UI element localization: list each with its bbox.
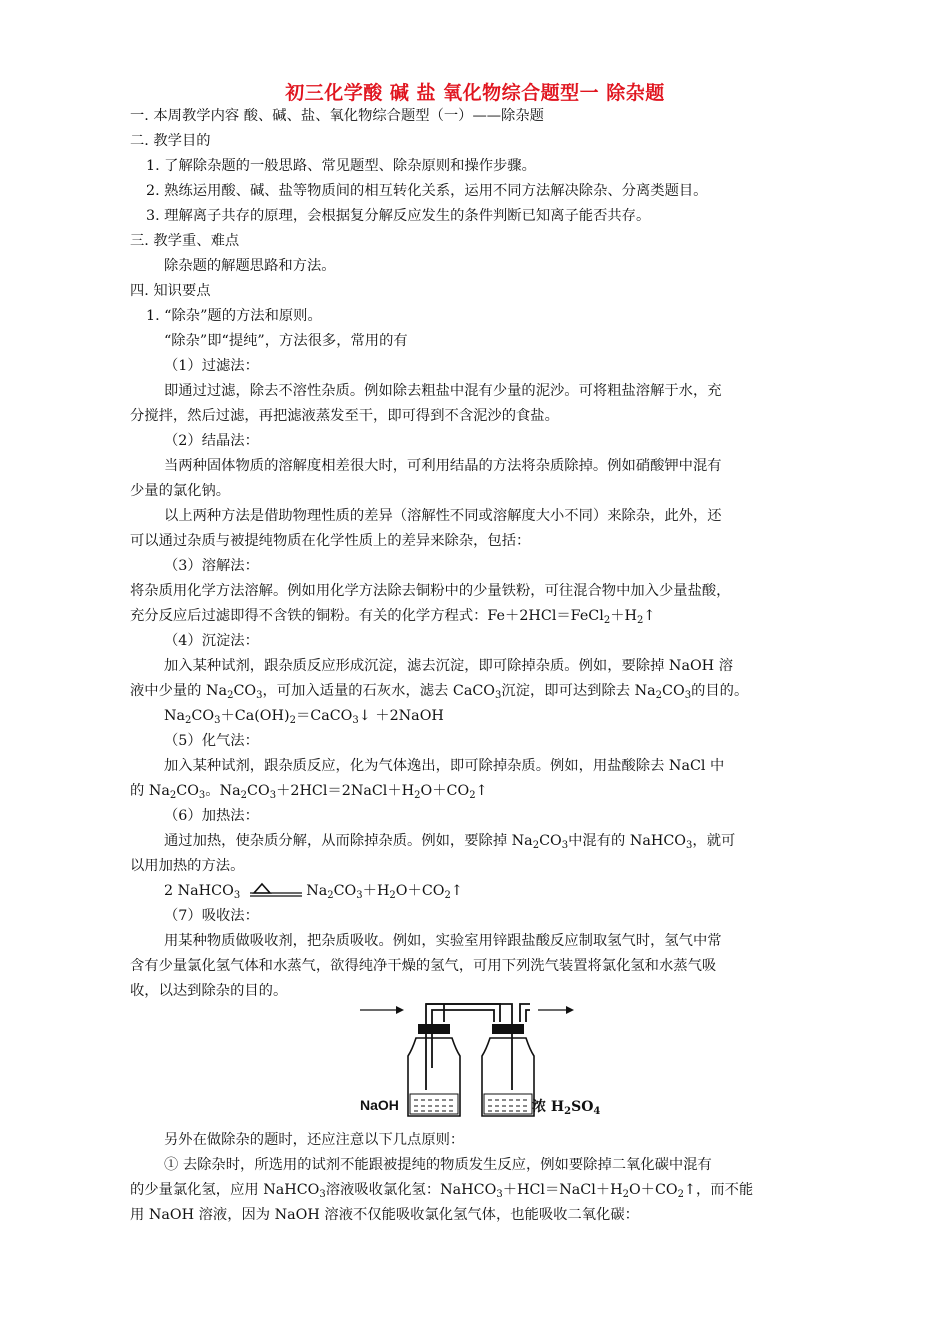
heat-sign-icon	[248, 882, 304, 898]
method-6-line-1: 通过加热，使杂质分解，从而除掉杂质。例如，要除掉 $Na_2CO_3$中混有的 NaHCO$_3$，就可	[164, 833, 736, 851]
method-6-equation: 2 NaHCO$_3$ $Na_2CO_3+H_2O+CO_2↑$	[164, 883, 463, 901]
principles-intro: 另外在做除杂的题时，还应注意以下几点原则：	[164, 1132, 465, 1148]
objective-2: 2. 熟练运用酸、碱、盐等物质间的相互转化关系，运用不同方法解决除杂、分离类题目。	[146, 183, 708, 199]
method-3-heading: （3）溶解法：	[164, 558, 259, 574]
method-7-line-3: 收，以达到除杂的目的。	[130, 983, 288, 999]
section-2-heading: 二. 教学目的	[130, 133, 211, 149]
apparatus-label-naoh: NaOH	[360, 1097, 399, 1113]
principle-1-line-2: 的少量氯化氢，应用 NaHCO$_3$溶液吸收氯化氢：$NaHCO_3+HCl=NaCl+H_2O+CO_2↑$，而不能	[130, 1182, 754, 1200]
method-1-heading: （1）过滤法：	[164, 358, 259, 374]
section-1-heading: 一. 本周教学内容 酸、碱、盐、氧化物综合题型（一）——除杂题	[130, 108, 544, 124]
section-3-text: 除杂题的解题思路和方法。	[164, 258, 336, 274]
method-7-line-1: 用某种物质做吸收剂，把杂质吸收。例如，实验室用锌跟盐酸反应制取氢气时，氢气中常	[164, 933, 722, 949]
method-1-line-1: 即通过过滤，除去不溶性杂质。例如除去粗盐中混有少量的泥沙。可将粗盐溶解于水，充	[164, 383, 722, 399]
method-5-heading: （5）化气法：	[164, 733, 259, 749]
method-6-line-2: 以用加热的方法。	[130, 858, 245, 874]
objective-1: 1. 了解除杂题的一般思路、常见题型、除杂原则和操作步骤。	[146, 158, 536, 174]
method-2-heading: （2）结晶法：	[164, 433, 259, 449]
method-4-heading: （4）沉淀法：	[164, 633, 259, 649]
method-1-line-2: 分搅拌，然后过滤，再把滤液蒸发至干，即可得到不含泥沙的食盐。	[130, 408, 559, 424]
principle-1-line-3: 用 NaOH 溶液，因为 NaOH 溶液不仅能吸收氯化氢气体，也能吸收二氧化碳：	[130, 1207, 639, 1223]
method-2-line-2: 少量的氯化钠。	[130, 483, 231, 499]
method-7-heading: （7）吸收法：	[164, 908, 259, 924]
method-4-equation: $Na_2CO_3+Ca(OH)_2=CaCO_3↓$ ＋2NaOH	[164, 708, 444, 726]
method-4-line-2: 液中少量的 $Na_2CO_3$，可加入适量的石灰水，滤去 CaCO$_3$沉淀，即可达到除去 $Na_2CO_3$的目的。	[130, 683, 749, 701]
section-3-heading: 三. 教学重、难点	[130, 233, 240, 249]
method-5-line-2: 的 $Na_2CO_3$。$Na_2CO_3+2HCl=2NaCl+H_2O+CO_2↑$	[130, 783, 488, 801]
method-4-line-1: 加入某种试剂，跟杂质反应形成沉淀，滤去沉淀，即可除掉杂质。例如，要除掉 NaOH 溶	[164, 658, 733, 674]
method-5-line-1: 加入某种试剂，跟杂质反应，化为气体逸出，即可除掉杂质。例如，用盐酸除去 NaCl 中	[164, 758, 725, 774]
method-3-line-1: 将杂质用化学方法溶解。例如用化学方法除去铜粉中的少量铁粉，可往混合物中加入少量盐酸，	[130, 583, 731, 599]
knowledge-1-heading: 1. “除杂”题的方法和原则。	[146, 308, 322, 324]
paragraph-line-2: 可以通过杂质与被提纯物质在化学性质上的差异来除杂，包括：	[130, 533, 531, 549]
method-6-heading: （6）加热法：	[164, 808, 259, 824]
method-3-line-2: 充分反应后过滤即得不含铁的铜粉。有关的化学方程式：$Fe+2HCl=FeCl_2+H_2↑$	[130, 608, 656, 626]
method-7-line-2: 含有少量氯化氢气体和水蒸气，欲得纯净干燥的氢气，可用下列洗气装置将氯化氢和水蒸气吸	[130, 958, 717, 974]
paragraph-line-1: 以上两种方法是借助物理性质的差异（溶解性不同或溶解度大小不同）来除杂，此外，还	[164, 508, 722, 524]
principle-1-line-1: ① 去除杂时，所选用的试剂不能跟被提纯的物质发生反应，例如要除掉二氧化碳中混有	[164, 1157, 712, 1173]
objective-3: 3. 理解离子共存的原理，会根据复分解反应发生的条件判断已知离子能否共存。	[146, 208, 651, 224]
apparatus-label-h2so4: 浓 $H_2SO_4$	[532, 1099, 601, 1117]
knowledge-1-intro: “除杂”即“提纯”，方法很多，常用的有	[164, 333, 408, 349]
section-4-heading: 四. 知识要点	[130, 283, 211, 299]
document-title: 初三化学酸 碱 盐 氧化物综合题型一 除杂题	[285, 82, 665, 104]
method-2-line-1: 当两种固体物质的溶解度相差很大时，可利用结晶的方法将杂质除掉。例如硝酸钾中混有	[164, 458, 722, 474]
